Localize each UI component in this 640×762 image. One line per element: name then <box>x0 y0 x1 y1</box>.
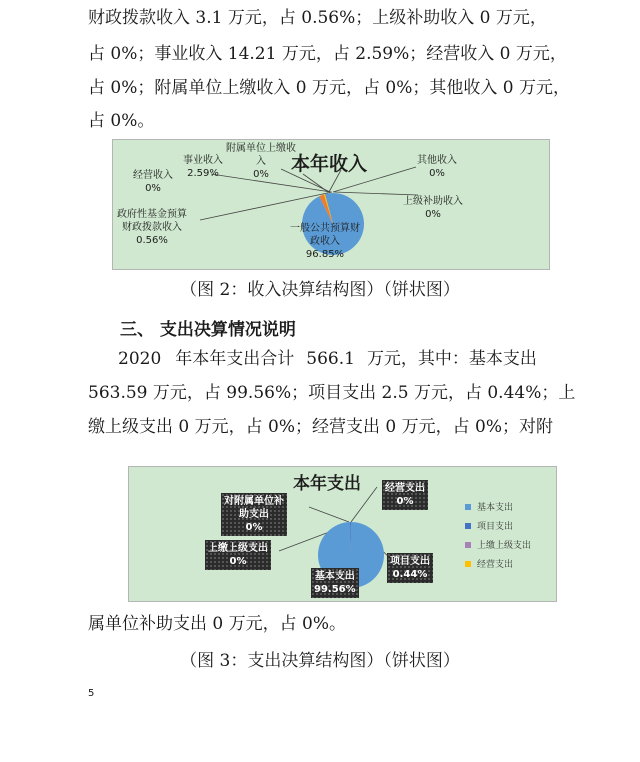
label-operating-income: 经营收入 0% <box>133 170 173 194</box>
figure-caption: （图 2：收入决算结构图）（饼状图） <box>180 280 460 300</box>
paragraph-line: 财政拨款收入 3.1 万元，占 0.56%；上级补助收入 0 万元， <box>88 8 547 28</box>
leader-line <box>333 167 416 192</box>
paragraph-line: 2020 年本年支出合计 566.1 万元，其中：基本支出 <box>118 349 537 369</box>
leader-line <box>329 170 341 192</box>
label-basic-expense: 基本支出 99.56% <box>311 568 359 598</box>
label-superior-income: 上级补助收入 0% <box>403 196 463 220</box>
legend-item: 上缴上级支出 <box>465 535 531 554</box>
legend-swatch <box>465 523 471 529</box>
label-project-expense: 项目支出 0.44% <box>387 553 433 583</box>
legend-swatch <box>465 504 471 510</box>
label-attached-expense: 对附属单位补 助支出 0% <box>221 493 287 536</box>
income-pie-chart <box>112 139 550 270</box>
legend-item: 经营支出 <box>465 554 531 573</box>
paragraph-line: 占 0%；附属单位上缴收入 0 万元，占 0%；其他收入 0 万元， <box>88 78 570 98</box>
section-heading: 三、 支出决算情况说明 <box>120 320 296 340</box>
legend-swatch <box>465 561 471 567</box>
paragraph-line: 占 0%；事业收入 14.21 万元，占 2.59%；经营收入 0 万元， <box>88 44 567 64</box>
label-general-income: 一般公共预算财 政收入 96.85% <box>290 223 360 260</box>
label-other-income: 其他收入 0% <box>417 155 457 179</box>
label-superior-expense: 上缴上级支出 0% <box>205 540 271 570</box>
paragraph-line: 占 0%。 <box>88 111 155 131</box>
paragraph-line: 563.59 万元，占 99.56%；项目支出 2.5 万元，占 0.44%；上 <box>88 383 576 403</box>
page-number: 5 <box>88 688 95 699</box>
chart-title: 本年支出 <box>293 474 361 494</box>
leader-line <box>309 507 349 522</box>
legend-swatch <box>465 542 471 548</box>
label-operating-expense: 经营支出 0% <box>382 480 428 510</box>
leader-line <box>351 487 377 522</box>
label-business-income: 事业收入 2.59% <box>183 155 223 179</box>
chart-legend <box>465 497 531 573</box>
label-attached-income: 附属单位上缴收 入 0% <box>226 143 296 180</box>
figure-caption: （图 3：支出决算结构图）（饼状图） <box>180 651 460 671</box>
label-fund-income: 政府性基金预算 财政拨款收入 0.56% <box>117 209 187 246</box>
chart-title: 本年收入 <box>291 153 368 175</box>
legend-item: 基本支出 <box>465 497 531 516</box>
expenditure-pie-chart <box>128 466 557 602</box>
legend-item: 项目支出 <box>465 516 531 535</box>
paragraph-line: 缴上级支出 0 万元，占 0%；经营支出 0 万元，占 0%；对附 <box>88 417 553 437</box>
paragraph-line: 属单位补助支出 0 万元，占 0%。 <box>88 614 346 634</box>
